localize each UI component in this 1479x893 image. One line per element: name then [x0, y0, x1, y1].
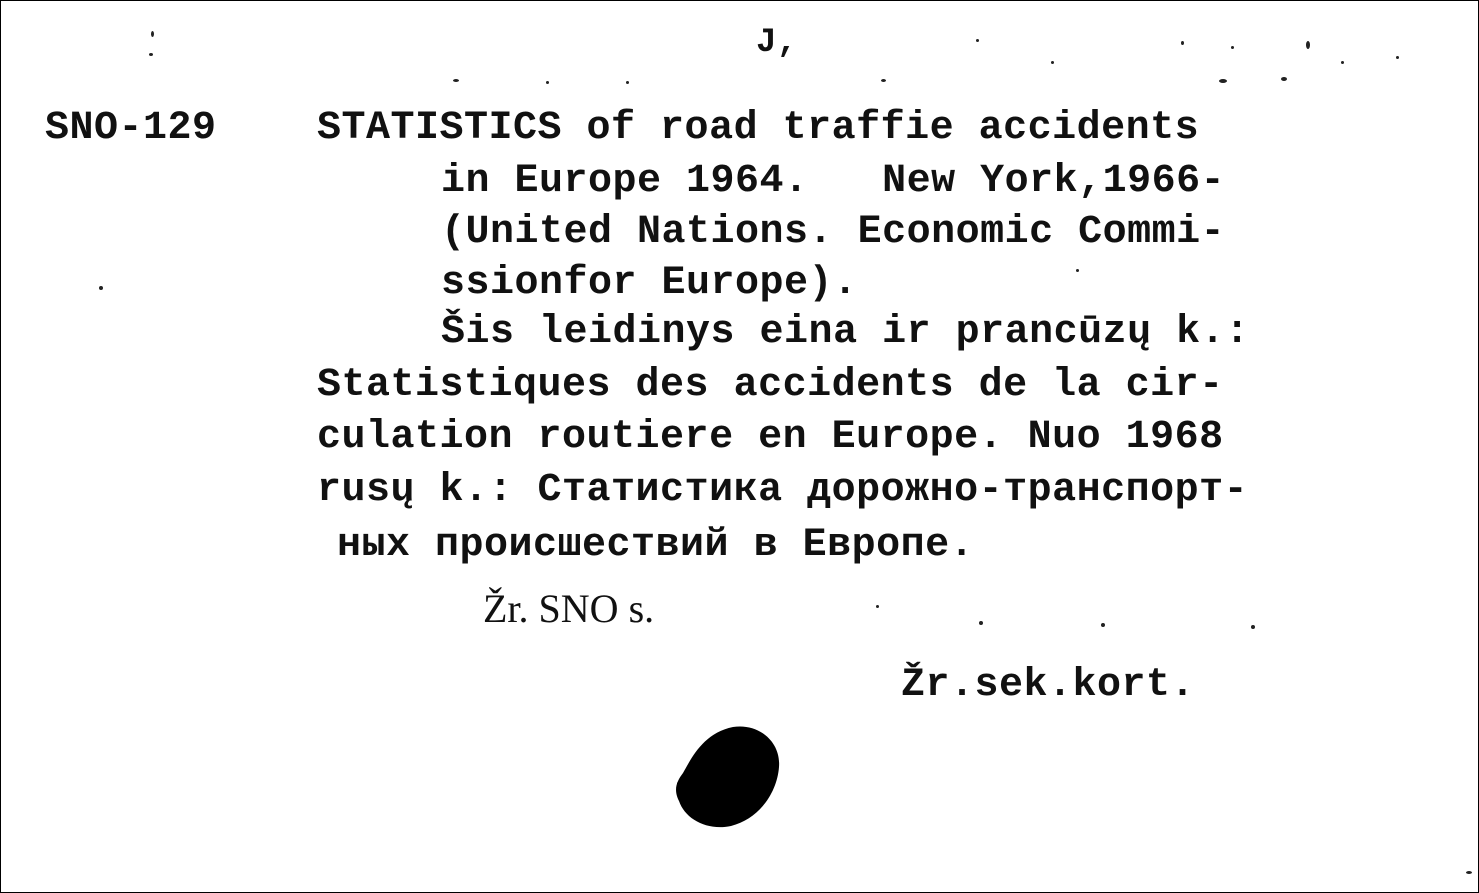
top-mark: J,	[756, 24, 798, 62]
speck	[1101, 623, 1105, 627]
speck	[979, 621, 983, 625]
note-line-4: rusų k.: Статистика дорожно-транспорт-	[317, 468, 1249, 513]
speck	[1231, 46, 1234, 49]
speck	[1219, 79, 1227, 83]
note-line-2: Statistiques des accidents de la cir-	[317, 363, 1224, 408]
note-line-1: Šis leidinys eina ir prancūzų k.:	[441, 310, 1250, 355]
speck	[876, 605, 879, 608]
ink-blot	[673, 723, 783, 828]
speck	[1051, 61, 1054, 64]
speck	[1341, 61, 1344, 64]
speck	[1076, 269, 1079, 272]
see-cards-note: Žr.sek.kort.	[901, 663, 1196, 708]
speck	[1396, 56, 1399, 59]
speck	[976, 39, 979, 42]
speck	[1181, 41, 1184, 45]
title-line-4: ssionfor Europe).	[441, 261, 858, 306]
speck	[881, 79, 886, 82]
speck	[99, 286, 103, 290]
title-line-3: (United Nations. Economic Commi-	[441, 210, 1226, 255]
speck	[546, 81, 549, 84]
speck	[1306, 41, 1310, 49]
note-line-3: culation routiere en Europe. Nuo 1968	[317, 415, 1224, 460]
note-line-5: ных происшествий в Европе.	[337, 523, 975, 568]
speck	[1281, 77, 1287, 81]
speck	[626, 81, 629, 84]
title-line-2: in Europe 1964. New York,1966-	[441, 159, 1226, 204]
call-number: SNO-129	[45, 106, 217, 151]
speck	[1466, 871, 1472, 874]
title-line-1: STATISTICS of road traffie accidents	[317, 106, 1200, 151]
reference-note: Žr. SNO s.	[483, 586, 655, 631]
speck	[1251, 625, 1255, 629]
speck	[149, 53, 153, 56]
speck	[151, 31, 154, 37]
speck	[453, 79, 459, 82]
